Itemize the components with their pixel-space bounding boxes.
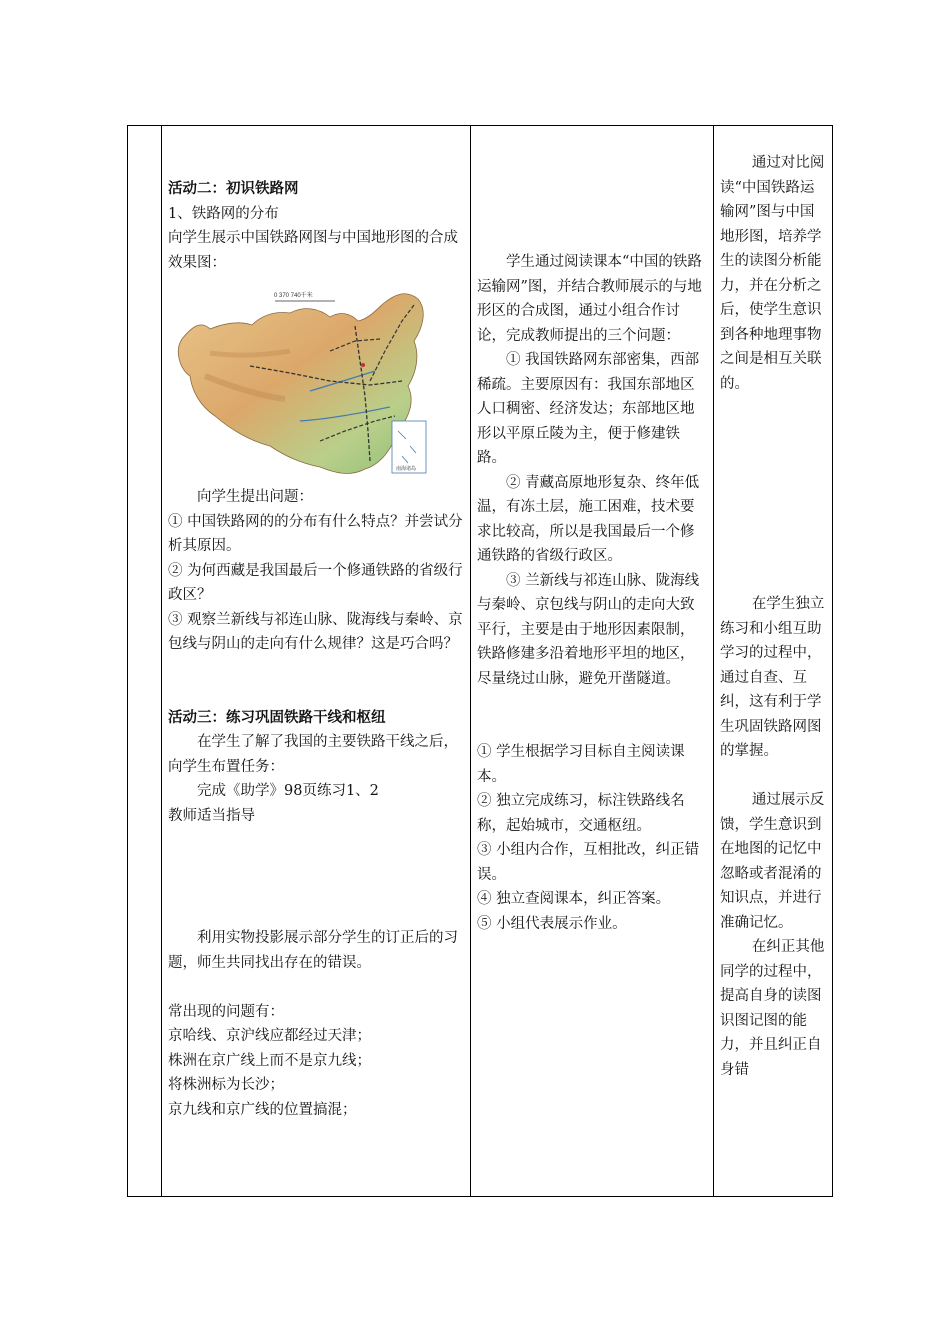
activity-three-task: 在学生了解了我国的主要铁路干线之后，向学生布置任务：	[168, 734, 458, 775]
student-task-2: ② 独立完成练习，标注铁路线名称，起始城市，交通枢纽。	[477, 793, 685, 834]
activity-three-guidance: 教师适当指导	[168, 807, 255, 824]
intent-1: 通过对比阅读“中国铁路运输网”图与中国地形图，培养学生的读图分析能力，并在分析之后，使学生意识到各种地理事物之间是相互关联的。	[720, 155, 825, 392]
student-task-4: ④ 独立查阅课本，纠正答案。	[477, 891, 671, 907]
activity-two-title: 活动二：初识铁路网	[168, 180, 299, 197]
map-scale-label: 0 370 740千米	[274, 293, 313, 299]
column-divider	[161, 126, 162, 1196]
common-error-item: 京九线和京广线的位置搞混；	[168, 1101, 357, 1118]
student-answer-2: ② 青藏高原地形复杂、终年低温，有冻土层，施工困难，技术要求比较高，所以是我国最后一个修通铁路的省级行政区。	[477, 474, 700, 564]
design-intent-cell	[720, 151, 828, 1082]
common-errors-title: 常出现的问题有：	[168, 1003, 284, 1020]
inset-label: 南海诸岛	[396, 466, 417, 472]
student-answer-1: ① 我国铁路网东部密集，西部稀疏。主要原因有：我国东部地区人口稠密、经济发达；东部地区地形以平原丘陵为主，便于修建铁路。	[477, 352, 700, 466]
lesson-plan-table	[127, 125, 833, 1197]
student-intro: 学生通过阅读课本“中国的铁路运输网”图，并结合教师展示的与地形区的合成图，通过小组合作讨论，完成教师提出的三个问题：	[477, 254, 702, 344]
common-error-item: 株洲在京广线上而不是京九线；	[168, 1052, 371, 1069]
intent-4: 在纠正其他同学的过程中，提高自身的读图识图记图的能力，并且纠正自身错	[720, 939, 825, 1078]
question-intro: 向学生提出问题：	[197, 489, 313, 505]
question-3: ③ 观察兰新线与祁连山脉、陇海线与秦岭、京包线与阴山的走向有什么规律？这是巧合吗？	[168, 611, 463, 652]
student-answer-3: ③ 兰新线与祁连山脉、陇海线与秦岭、京包线与阴山的走向大致平行，主要是由于地形因素限制，铁路修建多沿着地形平坦的地区，尽量绕过山脉，避免开凿隧道。	[477, 572, 700, 687]
column-divider	[713, 126, 714, 1196]
column-divider	[470, 126, 471, 1196]
student-task-5: ⑤ 小组代表展示作业。	[477, 915, 627, 932]
common-error-item: 京哈线、京沪线应都经过天津；	[168, 1028, 371, 1044]
activity-three-exercise: 完成《助学》98页练习1、2	[197, 783, 379, 799]
student-activity-cell	[477, 250, 707, 936]
activity-three-title: 活动三：练习巩固铁路干线和枢纽	[168, 708, 386, 726]
beijing-marker	[361, 363, 365, 367]
china-railway-terrain-map	[170, 281, 432, 481]
teacher-activity-cell	[168, 177, 464, 1122]
activity-two-intro: 向学生展示中国铁路网图与中国地形图的合成效果图：	[168, 230, 458, 271]
activity-three-projection: 利用实物投影展示部分学生的订正后的习题，师生共同找出存在的错误。	[168, 930, 458, 971]
activity-two-subtitle: 1、铁路网的分布	[168, 205, 279, 222]
question-2: ② 为何西藏是我国最后一个修通铁路的省级行政区？	[168, 562, 463, 603]
intent-3: 通过展示反馈，学生意识到在地图的记忆中忽略或者混淆的知识点，并进行准确记忆。	[720, 792, 825, 931]
common-error-item: 将株洲标为长沙；	[168, 1077, 284, 1093]
intent-2: 在学生独立练习和小组互助学习的过程中，通过自查、互纠，这有利于学生巩固铁路网图的掌握。	[720, 596, 825, 759]
map-landmass	[178, 294, 423, 474]
question-1: ① 中国铁路网的的分布有什么特点？并尝试分析其原因。	[168, 513, 463, 554]
student-task-3: ③ 小组内合作，互相批改，纠正错误。	[477, 842, 700, 883]
student-task-1: ① 学生根据学习目标自主阅读课本。	[477, 744, 685, 785]
